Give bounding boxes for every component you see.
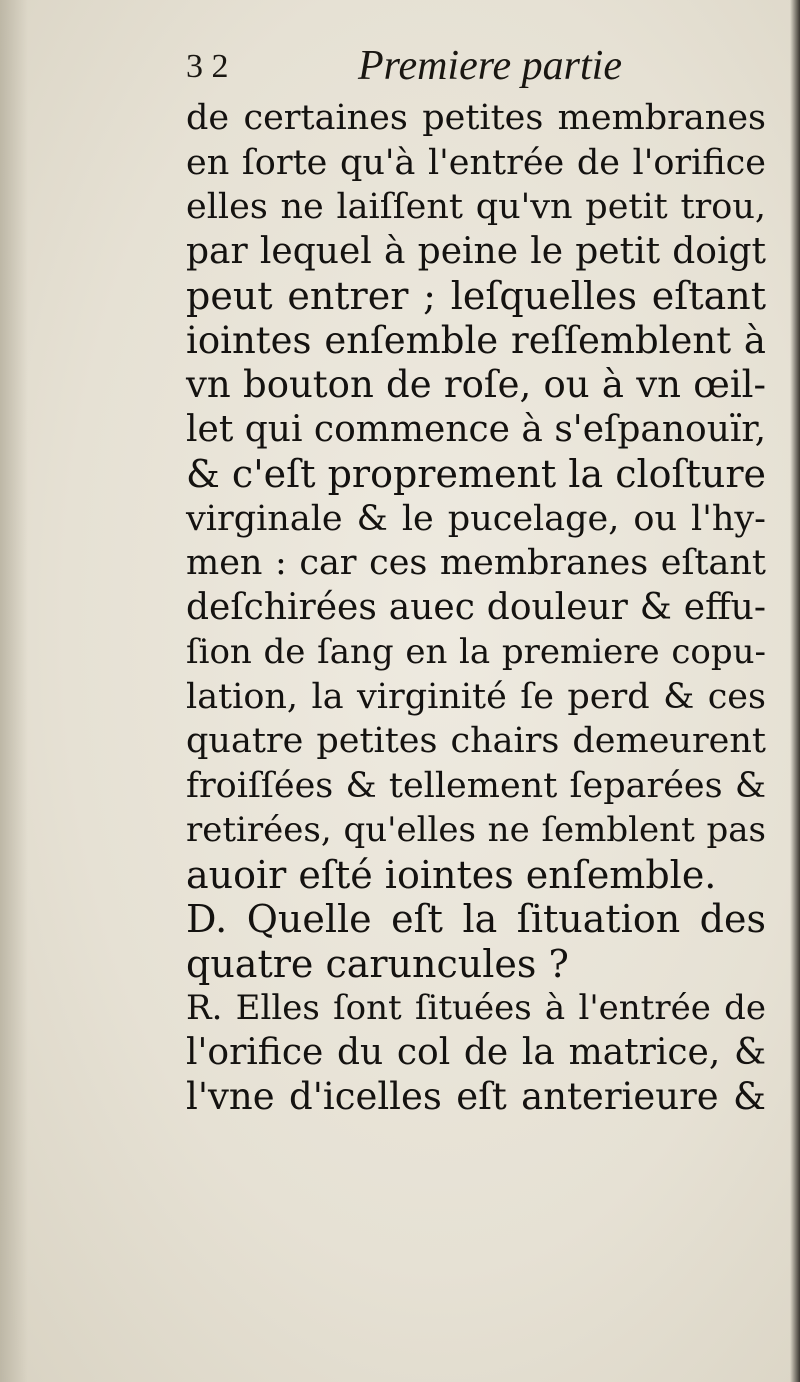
text-line: quatre caruncules ? [186, 941, 569, 986]
text-line: quatre petites chairs demeurent [186, 721, 766, 761]
running-title: Premiere partie [358, 43, 622, 89]
running-head [186, 42, 746, 98]
text-line: & c'eſt proprement la cloſture [186, 452, 766, 496]
text-line: en ſorte qu'à l'entrée de l'orifice [186, 142, 766, 183]
text-line: R. Elles ſont ſituées à l'entrée de [186, 988, 766, 1028]
text-line: l'orifice du col de la matrice, & [186, 1031, 766, 1073]
text-line: men : car ces membranes eſtant [186, 543, 766, 583]
body-text [186, 96, 766, 1120]
text-line: lation, la virginité ſe perd & ces [186, 676, 766, 717]
text-line: par lequel à peine le petit doigt [186, 230, 766, 272]
page-number: 3 2 [186, 48, 229, 85]
text-line: deſchirées auec douleur & effu- [186, 586, 766, 628]
text-line: D. Quelle eſt la ſituation des [186, 897, 766, 941]
text-line: elles ne laiſſent qu'vn petit trou, [186, 187, 766, 227]
text-line: auoir eſté iointes enſemble. [186, 852, 717, 897]
text-line: virginale & le pucelage, ou l'hy- [186, 498, 766, 539]
text-line: vn bouton de roſe, ou à vn œil- [186, 363, 766, 406]
text-line: de certaines petites membranes [186, 98, 766, 138]
text-line: froiſſées & tellement ſeparées & [186, 765, 766, 806]
page-shadow-right [790, 0, 800, 1382]
page-shadow-left [0, 0, 28, 1382]
text-line: retirées, qu'elles ne ſemblent pas [186, 810, 766, 850]
text-line: peut entrer ; leſquelles eſtant [186, 274, 766, 318]
text-line: ſion de ſang en la premiere copu- [186, 632, 766, 672]
text-line: iointes enſemble reſſemblent à [186, 318, 766, 362]
text-line: l'vne d'icelles eſt anterieure & [186, 1075, 766, 1118]
text-line: let qui commence à s'eſpanouïr, [186, 408, 767, 450]
